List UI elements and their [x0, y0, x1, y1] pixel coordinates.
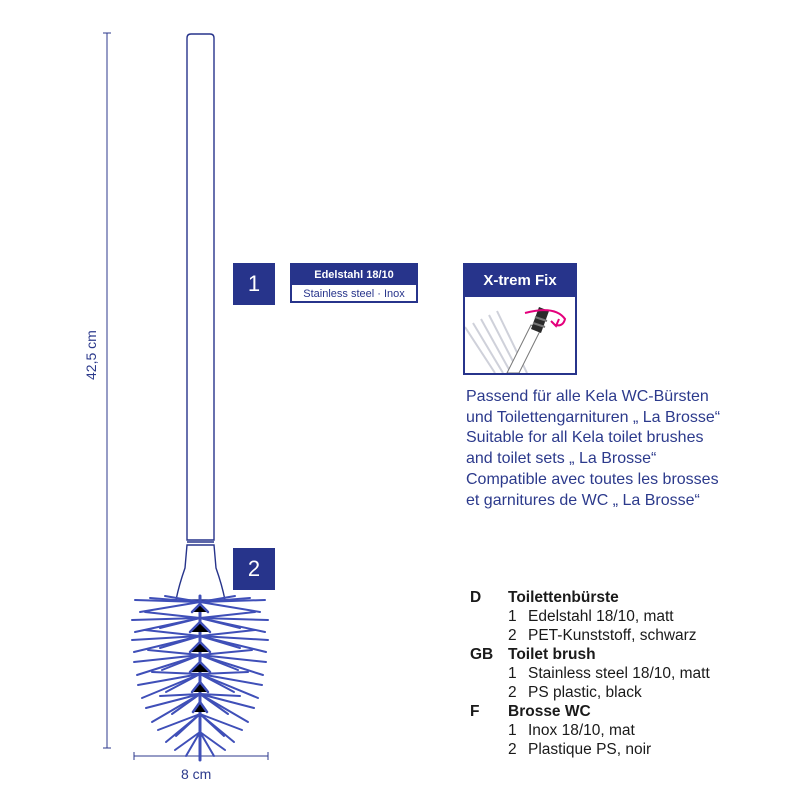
spec-item: 1 Edelstahl 18/10, matt [508, 608, 674, 625]
height-value: 42,5 cm [83, 330, 99, 380]
compat-line: Passend für alle Kela WC-Bürsten [466, 388, 709, 405]
spec-list [470, 588, 790, 759]
xtrem-fix-title: X-trem Fix [465, 265, 575, 297]
height-dimension-label [83, 320, 99, 380]
compat-line: Suitable for all Kela toilet brushes [466, 429, 704, 447]
brush-head [132, 596, 268, 760]
compat-line: and toilet sets „ La Brosse“ [466, 450, 657, 468]
compatibility-text [466, 387, 786, 511]
callout-1: 1 [233, 263, 275, 305]
material-badge-subtitle: Stainless steel · Inox [303, 288, 405, 300]
spec-item: 1 Stainless steel 18/10, matt [508, 665, 710, 682]
compat-line: et garnitures de WC „ La Brosse“ [466, 491, 700, 509]
spec-code: GB [470, 646, 494, 663]
width-dimension-label: 8 cm [181, 766, 212, 782]
spec-title: Brosse WC [508, 703, 591, 720]
material-badge [290, 263, 418, 303]
spec-item: 2 PS plastic, black [508, 684, 642, 701]
compat-line: und Toilettengarnituren „ La Brosse“ [466, 408, 721, 426]
spec-heading-d [470, 588, 790, 607]
spec-title: Toilet brush [508, 646, 596, 663]
callout-2: 2 [233, 548, 275, 590]
xtrem-fix-icon [465, 297, 575, 373]
spec-code: D [470, 589, 482, 606]
xtrem-fix-badge [463, 263, 577, 375]
spec-item: 2 PET-Kunststoff, schwarz [508, 627, 697, 644]
spec-item: 2 Plastique PS, noir [508, 741, 652, 758]
brush-handle [176, 34, 225, 600]
spec-code: F [470, 703, 480, 720]
material-badge-title: Edelstahl 18/10 [292, 265, 416, 285]
spec-title: Toilettenbürste [508, 589, 619, 606]
compat-line: Compatible avec toutes les brosses [466, 470, 719, 488]
spec-heading-f [470, 702, 790, 721]
height-dimension-line [103, 33, 111, 748]
spec-heading-gb [470, 645, 790, 664]
spec-item: 1 Inox 18/10, mat [508, 722, 635, 739]
